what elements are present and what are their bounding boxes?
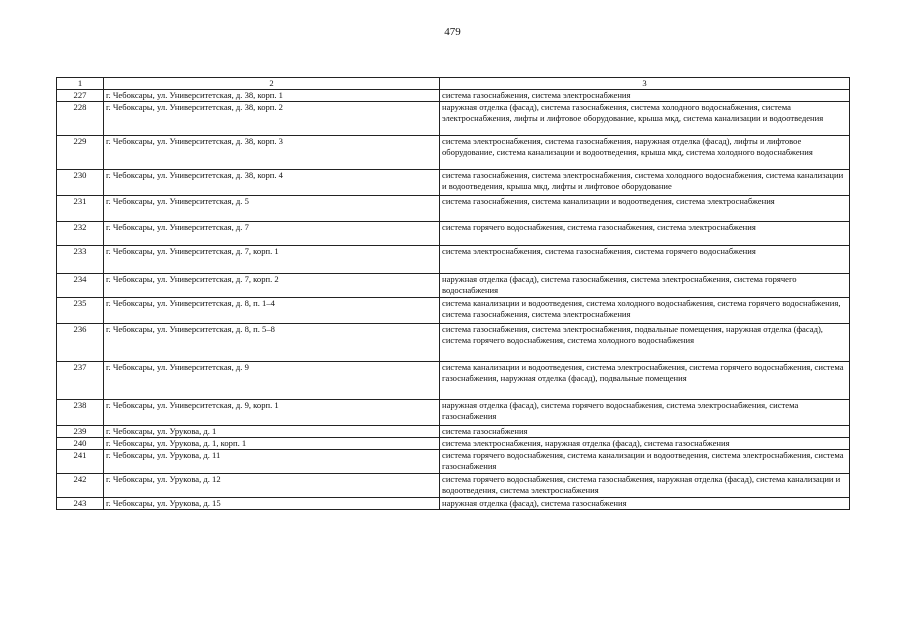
row-systems-cell: наружная отделка (фасад), система газоснабжения, система холодного водоснабжения, система электроснабжения, лифты и лифтовое оборудование, крыша мкд, система канализации и водоотведения (440, 102, 850, 136)
row-systems-cell: система горячего водоснабжения, система газоснабжения, наружная отделка (фасад), система канализации и водоотведения, система электроснабжения (440, 474, 850, 498)
row-address-cell: г. Чебоксары, ул. Университетская, д. 8, п. 1–4 (104, 298, 440, 324)
table-header-row (57, 78, 850, 90)
table-row (57, 222, 850, 246)
row-systems-cell: система электроснабжения, система газоснабжения, наружная отделка (фасад), лифты и лифтовое оборудование, система канализации и водоотведения, крыша мкд, система холодного водоснабжения (440, 136, 850, 170)
row-number-cell: 239 (57, 426, 104, 438)
header-cell-num: 1 (57, 78, 104, 90)
row-systems-cell: система горячего водоснабжения, система газоснабжения, система электроснабжения (440, 222, 850, 246)
table-row (57, 274, 850, 298)
table-row (57, 400, 850, 426)
row-systems-cell: система электроснабжения, система газоснабжения, система горячего водоснабжения (440, 246, 850, 274)
table-row (57, 362, 850, 400)
row-systems-cell: система газоснабжения, система электроснабжения, система холодного водоснабжения, система канализации и водоотведения, крыша мкд, лифты и лифтовое оборудование (440, 170, 850, 196)
row-number-cell: 232 (57, 222, 104, 246)
row-address-cell: г. Чебоксары, ул. Университетская, д. 7 (104, 222, 440, 246)
table-row (57, 450, 850, 474)
row-address-cell: г. Чебоксары, ул. Урукова, д. 11 (104, 450, 440, 474)
row-systems-cell: система газоснабжения, система канализации и водоотведения, система электроснабжения (440, 196, 850, 222)
row-systems-cell: наружная отделка (фасад), система газоснабжения (440, 498, 850, 510)
table-row (57, 170, 850, 196)
table-row (57, 298, 850, 324)
row-address-cell: г. Чебоксары, ул. Университетская, д. 7, корп. 1 (104, 246, 440, 274)
table-row (57, 90, 850, 102)
row-number-cell: 240 (57, 438, 104, 450)
row-address-cell: г. Чебоксары, ул. Урукова, д. 1, корп. 1 (104, 438, 440, 450)
row-systems-cell: система горячего водоснабжения, система канализации и водоотведения, система электроснабжения, система газоснабжения (440, 450, 850, 474)
row-number-cell: 233 (57, 246, 104, 274)
row-address-cell: г. Чебоксары, ул. Университетская, д. 38, корп. 3 (104, 136, 440, 170)
row-number-cell: 227 (57, 90, 104, 102)
row-address-cell: г. Чебоксары, ул. Университетская, д. 38, корп. 4 (104, 170, 440, 196)
table-row (57, 324, 850, 362)
table-row (57, 498, 850, 510)
table-row (57, 136, 850, 170)
row-address-cell: г. Чебоксары, ул. Университетская, д. 38, корп. 1 (104, 90, 440, 102)
page-number: 479 (444, 26, 461, 38)
table-row (57, 474, 850, 498)
table-row (57, 196, 850, 222)
row-systems-cell: система газоснабжения, система электроснабжения, подвальные помещения, наружная отделка (фасад), система горячего водоснабжения, система холодного водоснабжения (440, 324, 850, 362)
row-number-cell: 234 (57, 274, 104, 298)
row-number-cell: 229 (57, 136, 104, 170)
table-row (57, 102, 850, 136)
row-systems-cell: наружная отделка (фасад), система газоснабжения, система электроснабжения, система горячего водоснабжения (440, 274, 850, 298)
row-address-cell: г. Чебоксары, ул. Урукова, д. 1 (104, 426, 440, 438)
row-number-cell: 231 (57, 196, 104, 222)
row-systems-cell: система канализации и водоотведения, система электроснабжения, система горячего водоснабжения, система газоснабжения, наружная отделка (фасад), подвальные помещения (440, 362, 850, 400)
row-address-cell: г. Чебоксары, ул. Университетская, д. 5 (104, 196, 440, 222)
header-cell-address: 2 (104, 78, 440, 90)
row-number-cell: 235 (57, 298, 104, 324)
row-address-cell: г. Чебоксары, ул. Университетская, д. 7, корп. 2 (104, 274, 440, 298)
row-number-cell: 243 (57, 498, 104, 510)
row-address-cell: г. Чебоксары, ул. Университетская, д. 9 (104, 362, 440, 400)
row-number-cell: 242 (57, 474, 104, 498)
row-address-cell: г. Чебоксары, ул. Университетская, д. 8, п. 5–8 (104, 324, 440, 362)
header-cell-systems: 3 (440, 78, 850, 90)
row-systems-cell: система канализации и водоотведения, система холодного водоснабжения, система горячего водоснабжения, система газоснабжения, система электроснабжения (440, 298, 850, 324)
table-row (57, 426, 850, 438)
row-address-cell: г. Чебоксары, ул. Университетская, д. 9, корп. 1 (104, 400, 440, 426)
table-row (57, 438, 850, 450)
row-systems-cell: система газоснабжения (440, 426, 850, 438)
row-number-cell: 236 (57, 324, 104, 362)
row-number-cell: 228 (57, 102, 104, 136)
row-address-cell: г. Чебоксары, ул. Урукова, д. 15 (104, 498, 440, 510)
row-address-cell: г. Чебоксары, ул. Урукова, д. 12 (104, 474, 440, 498)
row-address-cell: г. Чебоксары, ул. Университетская, д. 38, корп. 2 (104, 102, 440, 136)
row-number-cell: 241 (57, 450, 104, 474)
row-systems-cell: система электроснабжения, наружная отделка (фасад), система газоснабжения (440, 438, 850, 450)
table-row (57, 246, 850, 274)
row-number-cell: 237 (57, 362, 104, 400)
row-systems-cell: наружная отделка (фасад), система горячего водоснабжения, система электроснабжения, система газоснабжения (440, 400, 850, 426)
row-systems-cell: система газоснабжения, система электроснабжения (440, 90, 850, 102)
row-number-cell: 230 (57, 170, 104, 196)
row-number-cell: 238 (57, 400, 104, 426)
register-table (56, 77, 850, 510)
